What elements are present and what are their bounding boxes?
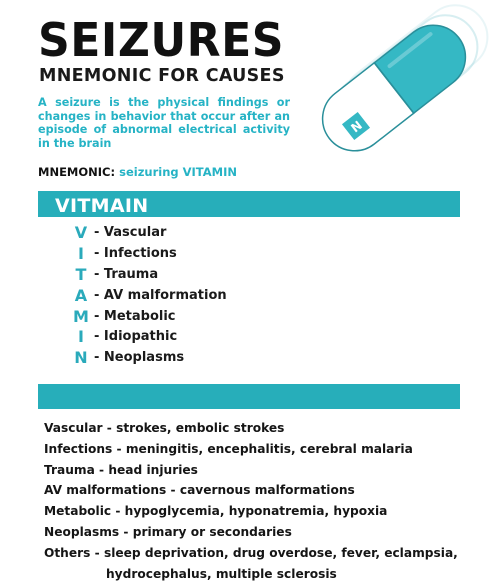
acronym-letter: V: [74, 222, 88, 242]
acronym-list: [70, 222, 227, 368]
acronym-item: [70, 285, 227, 306]
details-header-band: [38, 384, 460, 409]
acronym-item: [70, 347, 227, 368]
acronym-item: [70, 243, 227, 264]
acronym-text: - AV malformation: [94, 287, 227, 303]
detail-item: Infections - meningitis, encephalitis, cerebral malaria: [44, 441, 413, 456]
acronym-item: [70, 264, 227, 285]
detail-item: Vascular - strokes, embolic strokes: [44, 421, 285, 435]
mnemonic-label: MNEMONIC:: [38, 165, 116, 179]
band-title: VITMAIN: [55, 195, 149, 217]
acronym-text: - Trauma: [94, 266, 159, 282]
detail-item: Metabolic - hypoglycemia, hyponatremia, hypoxia: [44, 504, 388, 519]
svg-text:N: N: [348, 118, 365, 136]
acronym-text: - Idiopathic: [94, 329, 178, 345]
acronym-text: - Infections: [94, 245, 177, 261]
details-list: [44, 418, 458, 584]
detail-item: AV malformations - cavernous malformations: [44, 483, 355, 498]
acronym-item: [70, 306, 227, 327]
acronym-text: - Vascular: [94, 224, 167, 240]
detail-item: Others - sleep deprivation, drug overdose, fever, eclampsia,: [44, 545, 458, 560]
detail-item: Trauma - head injuries: [44, 462, 198, 477]
mnemonic-line: [38, 165, 237, 179]
intro-text: A seizure is the physical findings or changes in behavior that occur after an episode of abnormal electrical activity in the brain: [38, 96, 290, 150]
acronym-text: - Neoplasms: [94, 350, 185, 366]
acronym-letter: A: [74, 285, 88, 305]
acronym-item: [70, 222, 227, 243]
acronym-item: [70, 326, 227, 347]
page-title: SEIZURES: [38, 13, 285, 67]
acronym-letter: M: [73, 306, 89, 326]
pill-capsule-icon: [298, 0, 500, 180]
mnemonic-value: seizuring VITAMIN: [119, 165, 237, 179]
acronym-text: - Metabolic: [94, 308, 176, 324]
acronym-letter: N: [74, 348, 88, 368]
detail-item: Neoplasms - primary or secondaries: [44, 524, 292, 539]
acronym-letter: T: [75, 264, 87, 284]
acronym-letter: I: [78, 327, 84, 347]
acronym-letter: I: [78, 243, 84, 263]
detail-item-continuation: hydrocephalus, multiple sclerosis: [106, 566, 337, 581]
page-subtitle: MNEMONIC FOR CAUSES: [39, 66, 285, 86]
